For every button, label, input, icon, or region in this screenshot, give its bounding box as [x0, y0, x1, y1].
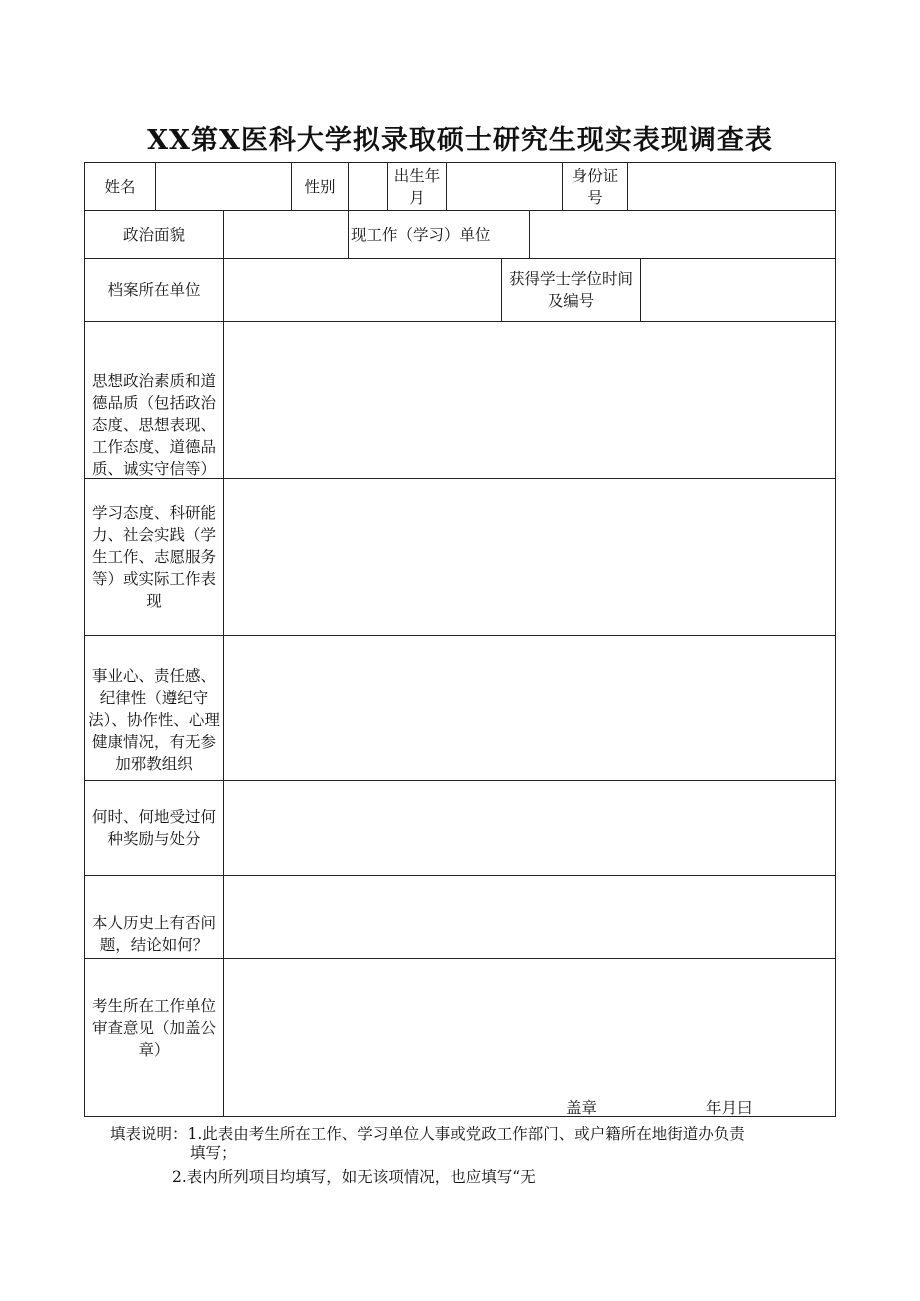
review-field[interactable] — [223, 958, 836, 1117]
study-attitude-field[interactable] — [223, 478, 836, 636]
label-study-attitude: 学习态度、科研能力、社会实践（学生工作、志愿服务等）或实际工作表现 — [84, 478, 224, 636]
rewards-field[interactable] — [223, 780, 836, 876]
note-2: 2.表内所列项目均填写，如无该项情况，也应填写“无 — [172, 1168, 536, 1186]
label-gender: 性别 — [291, 162, 349, 211]
gender-field[interactable] — [348, 162, 388, 211]
history-field[interactable] — [223, 875, 836, 959]
id-number-field[interactable] — [627, 162, 836, 211]
label-current-unit: 现工作（学习）单位 — [348, 210, 530, 259]
name-field[interactable] — [155, 162, 292, 211]
label-id-number: 身份证号 — [562, 162, 628, 211]
label-review: 考生所在工作单位审查意见（加盖公章） — [84, 958, 224, 1117]
note-1: 填表说明：1.此表由考生所在工作、学习单位人事或党政工作部门、或户籍所在地街道办负责 — [110, 1125, 745, 1143]
ideology-field[interactable] — [223, 321, 836, 479]
label-political-status: 政治面貌 — [84, 210, 224, 259]
date-label: 年月曰 — [706, 1099, 753, 1117]
current-unit-field[interactable] — [529, 210, 836, 259]
note-1-continued: 填写； — [190, 1144, 237, 1162]
label-name: 姓名 — [84, 162, 156, 211]
label-rewards: 何时、何地受过何种奖励与处分 — [84, 780, 224, 876]
label-degree-time: 获得学士学位时间及编号 — [501, 258, 641, 322]
birth-field[interactable] — [446, 162, 563, 211]
label-ideology: 思想政治素质和道德品质（包括政治态度、思想表现、工作态度、道德品质、诚实守信等） — [84, 321, 224, 479]
label-career: 事业心、责任感、纪律性（遵纪守法）、协作性、心理健康情况，有无参加邪教组织 — [84, 635, 224, 781]
label-history: 本人历史上有否问题，结论如何？ — [84, 875, 224, 959]
label-archive-unit: 档案所在单位 — [84, 258, 224, 322]
form-title: XX第X医科大学拟录取硕士研究生现实表现调查表 — [147, 125, 773, 156]
label-birth: 出生年月 — [387, 162, 447, 211]
career-field[interactable] — [223, 635, 836, 781]
archive-unit-field[interactable] — [223, 258, 502, 322]
political-status-field[interactable] — [223, 210, 349, 259]
seal-label: 盖章 — [566, 1099, 598, 1117]
degree-time-field[interactable] — [640, 258, 836, 322]
